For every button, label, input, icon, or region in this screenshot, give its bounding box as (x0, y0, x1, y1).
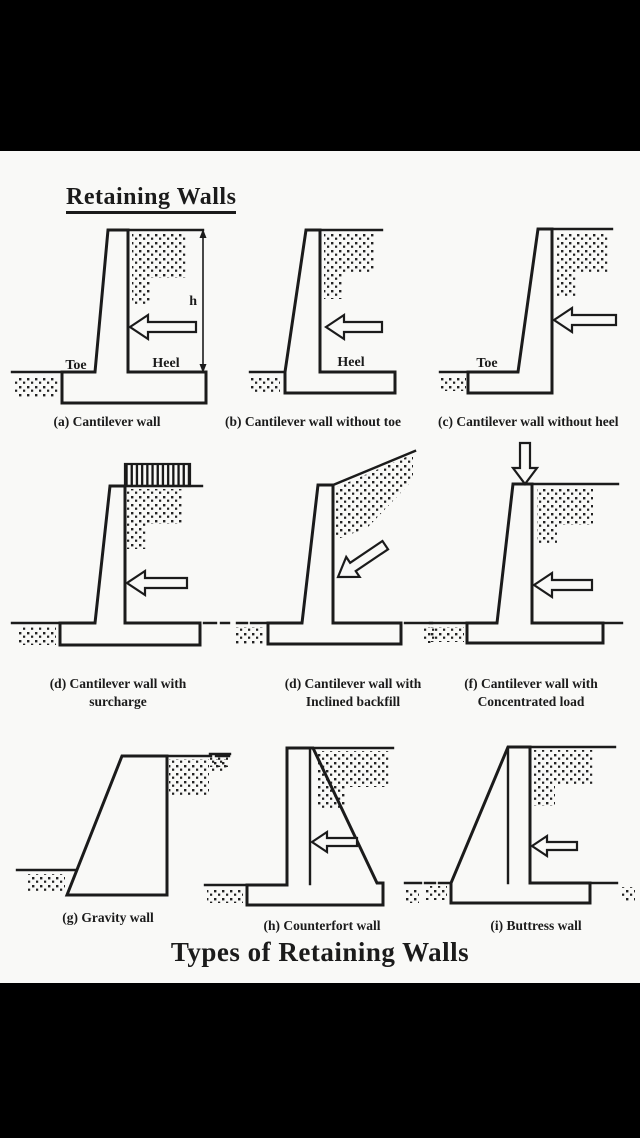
caption-line-1: (d) Cantilever wall with (284, 676, 422, 691)
backfill-dots (169, 759, 209, 795)
buttress-wall-drawing (425, 745, 640, 910)
figure-caption: (b) Cantilever wall without toe (225, 414, 401, 429)
figure-caption: (h) Counterfort wall (263, 918, 381, 933)
soil-dots (207, 888, 243, 903)
earth-pressure-arrow (326, 315, 382, 339)
footer-title: Types of Retaining Walls (170, 937, 470, 967)
soil-dots (15, 376, 58, 397)
figure-cantilever-wall (10, 225, 230, 410)
concentrated-load-arrow (513, 443, 537, 484)
figure-cantilever-wall-without-toe (250, 225, 450, 410)
letterbox-bottom (0, 983, 640, 1138)
soil-dots (18, 627, 56, 645)
earth-pressure-arrow (312, 832, 357, 852)
backfill-dots (127, 489, 182, 524)
heel-label: Heel (152, 356, 180, 371)
figure-caption (436, 675, 626, 711)
cantilever-inclined-drawing (235, 448, 435, 650)
earth-pressure-arrow (127, 571, 187, 595)
page-title: Retaining Walls (66, 184, 236, 214)
heel-label: Heel (337, 355, 365, 370)
caption-line-1: (d) Cantilever wall with (49, 676, 187, 691)
earth-pressure-arrow (534, 573, 592, 597)
surcharge-block (125, 464, 190, 486)
backfill-dots (127, 524, 147, 549)
inclined-pressure-arrow (331, 535, 392, 587)
soil-dots (405, 888, 419, 903)
backfill-dots (533, 786, 555, 806)
figure-cantilever-surcharge (10, 455, 235, 650)
soil-dots (250, 376, 280, 394)
wall-outline (67, 756, 167, 895)
soil-dots (210, 757, 228, 767)
figure-buttress-wall (425, 745, 640, 910)
letterbox-top (0, 0, 640, 151)
toe-label: Toe (65, 358, 87, 373)
earth-pressure-arrow (532, 836, 577, 856)
figure-caption: (c) Cantilever wall without heel (438, 414, 619, 429)
backfill-dots (132, 278, 150, 304)
toe-label: Toe (476, 356, 498, 371)
diagram-page (0, 151, 640, 983)
backfill-dots (324, 273, 342, 299)
cantilever-wall-drawing (10, 225, 230, 410)
figure-cantilever-wall-without-heel (440, 225, 640, 410)
soil-dots (27, 874, 65, 892)
figure-caption (23, 675, 213, 711)
backfill-dots (132, 234, 187, 278)
counterfort-wall-drawing (205, 745, 423, 910)
figure-gravity-wall (15, 748, 235, 908)
cantilever-load-drawing (430, 440, 640, 650)
cantilever-surcharge-drawing (10, 455, 235, 650)
backfill-dots (324, 233, 374, 273)
caption-line-1: (f) Cantilever wall with (464, 676, 598, 691)
caption-line-2: Inclined backfill (305, 694, 401, 710)
backfill-dots (537, 525, 557, 543)
backfill-dots (556, 272, 576, 298)
figure-cantilever-inclined-backfill (235, 448, 435, 650)
gravity-wall-drawing (15, 748, 235, 908)
cantilever-no-heel-drawing (440, 225, 640, 410)
soil-dots (425, 886, 447, 900)
backfill-dots (533, 750, 593, 786)
cantilever-no-toe-drawing (250, 225, 450, 410)
soil-dots (235, 627, 263, 644)
height-label: h (189, 294, 197, 309)
backfill-dots (556, 232, 608, 272)
backfill-dots (537, 487, 593, 525)
figure-caption: (g) Gravity wall (62, 910, 154, 925)
earth-pressure-arrow (554, 308, 616, 332)
caption-line-2: surcharge (89, 694, 147, 710)
soil-dots (621, 887, 635, 901)
earth-pressure-arrow (130, 315, 196, 339)
figure-caption: (i) Buttress wall (490, 918, 582, 933)
caption-line-2: Concentrated load (477, 694, 585, 710)
figure-cantilever-concentrated-load (430, 440, 640, 650)
figure-caption (258, 675, 448, 711)
soil-dots (440, 376, 466, 391)
soil-dots (430, 627, 464, 642)
figure-caption: (a) Cantilever wall (53, 414, 161, 429)
figure-counterfort-wall (205, 745, 423, 910)
